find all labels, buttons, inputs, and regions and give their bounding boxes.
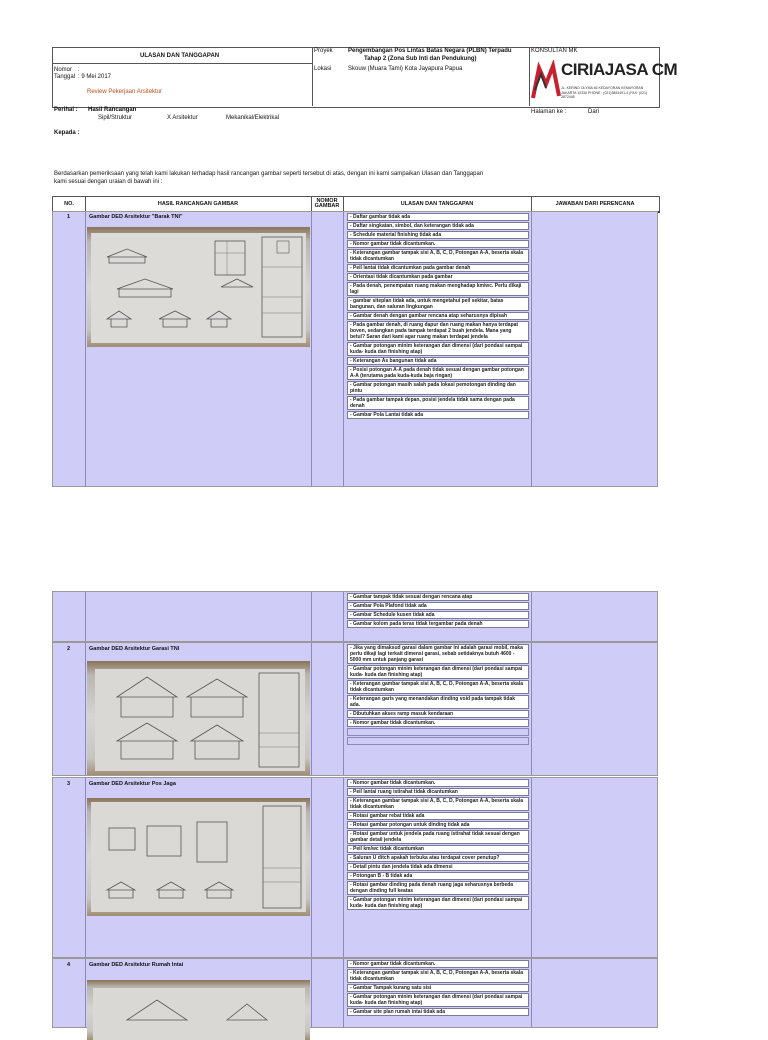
- nomor-value: :: [78, 67, 80, 73]
- comment-cell: - Peil lantai ruang istirahat tidak dicantumkan: [347, 788, 529, 796]
- col-nomor-gambar: NOMOR GAMBAR: [311, 197, 344, 211]
- header-divider: [312, 47, 313, 106]
- comment-cell: - Gambar potongan masih salah pada lokasi pemotongan dinding dan pintu: [347, 381, 529, 395]
- kepada-label: Kepada :: [54, 130, 80, 136]
- table-row: [52, 777, 658, 958]
- comment-cell: - Jika yang dimaksud garasi dalam gambar ini adalah garasi mobil, maka perlu dikaji lagi terkait dimensi garasi, sebab setidaknya butuh 4600 - 5000 mm untuk panjang garasi: [347, 644, 529, 664]
- col-ulasan: ULASAN DAN TANGGAPAN: [343, 197, 532, 211]
- review-label: Review Pekerjaan Arsitektur: [87, 89, 163, 95]
- drawing-photo: [87, 980, 310, 1040]
- row-title: Gambar DED Arsitektur "Barak TNI": [89, 214, 183, 220]
- comment-cell: - Rotasi gambar dinding pada denah ruang jaga seharusnya berbeda dengan dinding full keatas: [347, 881, 529, 895]
- header-divider: [52, 63, 312, 64]
- table-row: [52, 211, 658, 487]
- comment-cell: - Keterangan gambar tampak sisi A, B, C, D, Potongan A-A, beserta skala tidak dicantumkan: [347, 680, 529, 694]
- comment-cell: - Posisi potongan A-A pada denah tidak sesuai dengan gambar potongan A-A (terutama pada kuda-kuda baja ringan): [347, 366, 529, 380]
- comment-list: [345, 593, 531, 629]
- comment-cell: - Gambar potongan minim keterangan dan dimensi (dari pondasi sampai kuda- kuda dan finishing atap): [347, 665, 529, 679]
- comment-cell: - Gambar tampak tidak sesuai dengan rencana atap: [347, 593, 529, 601]
- row-number: 4: [67, 962, 71, 968]
- comment-cell: - Nomor gambar tidak dicantumkan.: [347, 719, 529, 727]
- intro-text-2: kami sesuai dengan uraian di bawah ini :: [54, 179, 163, 185]
- comment-cell: - Gambar Tampak kurang satu sisi: [347, 984, 529, 992]
- table-row: [52, 642, 658, 776]
- lokasi-value: Skouw (Muara Tami) Kota Jayapura Papua: [348, 66, 463, 72]
- comment-cell: - Gambar Pola Plafond tidak ada: [347, 602, 529, 610]
- comment-cell: - Keterangan gambar tampak sisi A, B, C, D, Potongan A-A, beserta skala tidak dicantumkan: [347, 249, 529, 263]
- comment-list: [345, 960, 531, 1017]
- comment-cell: - Schedule material finishing tidak ada: [347, 231, 529, 239]
- comment-cell: - Rotasi gambar potongan untuk dinding tidak ada: [347, 821, 529, 829]
- tanggal-value: : 9 Mei 2017: [78, 74, 112, 80]
- table-row: [52, 591, 658, 642]
- header-divider: [529, 47, 530, 106]
- comment-cell: - Gambar potongan minim keterangan dan dimensi (dari pondasi sampai kuda- kuda dan finishing atap): [347, 993, 529, 1007]
- halaman-label: Halaman ke :: [531, 109, 567, 115]
- comment-cell: - Pada gambar denah, di ruang dapur dan ruang makan hanya terdapat boven, sedangkan pada tampak terdapat 2 buah jendela. Mana yang betul? Saran dari kami agar ruang makan terdapat jendela: [347, 321, 529, 341]
- company-logo-name: CIRIAJASA CM: [561, 60, 678, 79]
- comment-cell: - Daftar singkatan, simbol, dan keterangan tidak ada: [347, 222, 529, 230]
- row-title: Gambar DED Arsitektur Pos Jaga: [89, 781, 176, 787]
- row-title: Gambar DED Arsitektur Rumah Intai: [89, 962, 184, 968]
- table-row: [52, 958, 658, 1028]
- drawing-photo: [87, 227, 310, 347]
- comment-cell: - Rotasi gambar rebat tidak ada: [347, 812, 529, 820]
- option-sipil: Sipil/Struktur: [98, 115, 133, 121]
- option-mekanikal: Mekanikal/Elektrikal: [226, 115, 280, 121]
- drawing-photo: [87, 661, 310, 775]
- comment-cell: - Gambar site plan rumah intai tidak ada: [347, 1008, 529, 1016]
- comment-cell: - Nomor gambar tidak dicantumkan.: [347, 240, 529, 248]
- comment-cell: - Gambar Schedule kusen tidak ada: [347, 611, 529, 619]
- comment-list: [345, 213, 531, 420]
- perihal-value: Hasil Rancangan: [88, 107, 137, 113]
- comment-cell: - Keterangan gambar tampak sisi A, B, C, D, Potongan A-A, beserta skala tidak dicantumkan: [347, 969, 529, 983]
- intro-text: Berdasarkan pemeriksaan yang telah kami lakukan terhadap hasil rancangan gambar seperti tersebut di atas, dengan ini kami sampaikan Ulasan dan Tanggapan: [54, 171, 484, 177]
- konsultan-label: KONSULTAN MK: [531, 48, 578, 54]
- comment-cell: - Daftar gambar tidak ada: [347, 213, 529, 221]
- comment-cell: [347, 728, 529, 736]
- comment-cell: - Potongan B - B tidak ada: [347, 872, 529, 880]
- row-number: 2: [67, 646, 71, 652]
- comment-cell: [347, 737, 529, 745]
- proyek-label: Proyek: [314, 48, 333, 54]
- comment-cell: - Dibutuhkan akses ramp masuk kendaraan: [347, 710, 529, 718]
- col-no: NO.: [53, 197, 86, 211]
- comment-cell: - Gambar kolom pada teras tidak tergambar pada denah: [347, 620, 529, 628]
- dari-label: Dari: [588, 109, 600, 115]
- drawing-photo: [87, 798, 310, 916]
- row-number: 1: [67, 214, 71, 220]
- comment-cell: - Orientasi tidak dicantumkan pada gambar: [347, 273, 529, 281]
- tanggal-label: Tanggal: [54, 74, 76, 80]
- comment-cell: - Gambar Pola Lantai tidak ada: [347, 411, 529, 419]
- perihal-label: Perihal :: [54, 107, 78, 113]
- comment-list: [345, 779, 531, 911]
- comment-cell: - Keterangan gambar tampak sisi A, B, C, D, Potongan A-A, beserta skala tidak dicantumkan: [347, 797, 529, 811]
- comment-cell: - Nomor gambar tidak dicantumkan.: [347, 960, 529, 968]
- comment-cell: - Nomor gambar tidak dicantumkan.: [347, 779, 529, 787]
- comment-cell: - Peil km/wc tidak dicantumkan: [347, 845, 529, 853]
- comment-cell: - Pada denah, penempatan ruang makan menghadap km/wc. Perlu dikaji lagi: [347, 282, 529, 296]
- comment-cell: - Saluran U ditch apakah terbuka atau terdapat cover penutup?: [347, 854, 529, 862]
- comment-cell: - Detail pintu dan jendela tidak ada dimensi: [347, 863, 529, 871]
- proyek-value: Pengembangan Pos Lintas Batas Negara (PLBN) Terpadu: [348, 48, 512, 54]
- lokasi-label: Lokasi: [314, 66, 332, 72]
- col-jawaban: JAWABAN DARI PERENCANA: [555, 200, 635, 207]
- company-address: JL. KERIND OLYMA 46 KEDAYORAN KEMAYORAN JAKARTA 10330 PHONE : (021)3853491-4 (FAX: (021) 3872448: [561, 86, 648, 99]
- comment-list: [345, 644, 531, 746]
- comment-cell: - Pada gambar tampak depan, posisi jendela tidak sama dengan pada denah: [347, 396, 529, 410]
- comment-cell: - Gambar denah dengan gambar rencana atap seharusnya dipisah: [347, 312, 529, 320]
- comment-cell: - Keterangan As bangunan tidak ada: [347, 357, 529, 365]
- company-logo-icon: [531, 60, 561, 100]
- comment-cell: - Keterangan garis yang menandakan dinding void pada tampak tidak ada.: [347, 695, 529, 709]
- col-hasil: HASIL RANCANGAN GAMBAR: [85, 197, 312, 211]
- comment-cell: - Rotasi gambar untuk jendela pada ruang istirahat tidak sesuai dengan gambar detail jendela: [347, 830, 529, 844]
- row-title: Gambar DED Arsitektur Garasi TNI: [89, 646, 180, 652]
- nomor-label: Nomor: [54, 67, 73, 73]
- comment-cell: - Gambar potongan minim keterangan dan dimensi (dari pondasi sampai kuda- kuda dan finishing atap): [347, 342, 529, 356]
- comment-cell: - Peil lantai tidak dicantumkan pada gambar denah: [347, 264, 529, 272]
- row-number: 3: [67, 781, 71, 787]
- option-arsitektur: X Arsitektur: [167, 115, 198, 121]
- document-title: ULASAN DAN TANGGAPAN: [140, 53, 220, 59]
- proyek-value-2: Tahap 2 (Zona Sub Inti dan Pendukung): [364, 56, 477, 62]
- comment-cell: - Gambar potongan minim keterangan dan dimensi (dari pondasi sampai kuda- kuda dan finishing atap): [347, 896, 529, 910]
- comment-cell: - gambar siteplan tidak ada, untuk mengetahui peil sekitar, batas bangunan, dan saluran lingkungan: [347, 297, 529, 311]
